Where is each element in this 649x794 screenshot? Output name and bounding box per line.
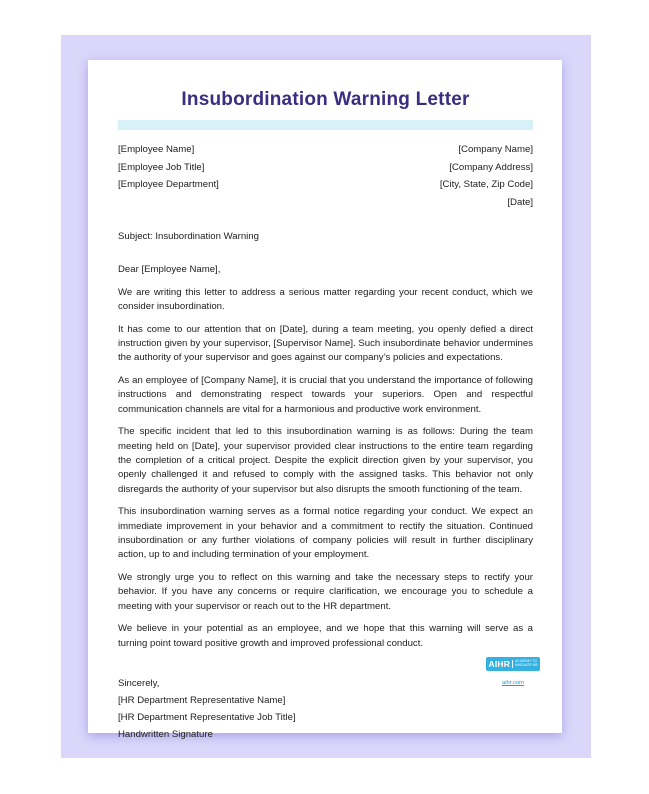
aihr-logo-tagline: ACADEMY TO INNOVATE HR [515, 659, 538, 667]
subject-line: Subject: Insubordination Warning [118, 231, 259, 242]
letter-page [88, 60, 562, 741]
employee-department-placeholder: [Employee Department] [118, 179, 219, 190]
hr-representative-name-placeholder: [HR Department Representative Name] [118, 695, 286, 707]
hr-representative-job-title-placeholder: [HR Department Representative Job Title] [118, 712, 296, 724]
body-paragraph: As an employee of [Company Name], it is crucial that you understand the importance of following instructions and demonstrating respect towards your superiors. Open and respectful communication channels are vital for a harmonious and productive work environment. [118, 374, 533, 415]
date-placeholder: [Date] [507, 196, 533, 208]
employee-name-placeholder: [Employee Name] [118, 144, 195, 155]
employee-info-block [118, 141, 219, 211]
body-paragraph: We believe in your potential as an employee, and we hope that this warning will serve as a turning point toward positive growth and improved professional conduct. [118, 623, 533, 649]
letter-header [118, 141, 533, 211]
body-paragraph: We are writing this letter to address a serious matter regarding your recent conduct, which we consider insubordination. [118, 286, 533, 312]
body-paragraph: The specific incident that led to this insubordination warning is as follows: During the team meeting held on [Date], your supervisor provided clear instructions to the entire team regarding the completion of a critical project. Despite the explicit direction given by your supervisor, you openly challenged it and refused to comply with the assigned tasks. This behavior not only disregards the authority of your supervisor but also disrupts the smooth functioning of the team. [118, 426, 533, 495]
city-state-zip-placeholder: [City, State, Zip Code] [439, 179, 533, 190]
page-title: Insubordination Warning Letter [181, 89, 470, 110]
company-info-block [440, 141, 533, 211]
company-name-placeholder: [Company Name] [458, 144, 533, 155]
aihr-website-link[interactable]: aihr.com [502, 680, 524, 686]
aihr-logo-block [486, 657, 540, 689]
body-paragraph: It has come to our attention that on [Date], during a team meeting, you openly defied a direct instruction given by your supervisor, [Supervisor Name]. Such insubordinate behavior undermines the authority of your supervisor and goes against our company’s policies and expectations. [118, 323, 533, 364]
salutation: Dear [Employee Name], [118, 264, 221, 275]
lavender-frame [61, 35, 591, 758]
body-paragraph: We strongly urge you to reflect on this warning and take the necessary steps to rectify your behavior. If you have any concerns or require clarification, we encourage you to schedule a meeting with your supervisor or reach out to the HR department. [118, 572, 533, 612]
logo-divider [512, 660, 513, 668]
aihr-logo-wordmark: AIHR [488, 658, 511, 669]
body-paragraph: This insubordination warning serves as a formal notice regarding your conduct. We expect an immediate improvement in your behavior and a commitment to rectify the situation. Continued insubordination or any further violations of company policies will result in further disciplinary action, up to and including termination of your employment. [118, 506, 533, 561]
closing-sincerely: Sincerely, [118, 678, 160, 690]
employee-job-title-placeholder: [Employee Job Title] [118, 161, 205, 173]
accent-bar [118, 120, 533, 130]
company-address-placeholder: [Company Address] [449, 161, 533, 173]
handwritten-signature-label: Handwritten Signature [118, 729, 213, 741]
closing-block [118, 675, 533, 743]
aihr-logo [486, 657, 540, 671]
